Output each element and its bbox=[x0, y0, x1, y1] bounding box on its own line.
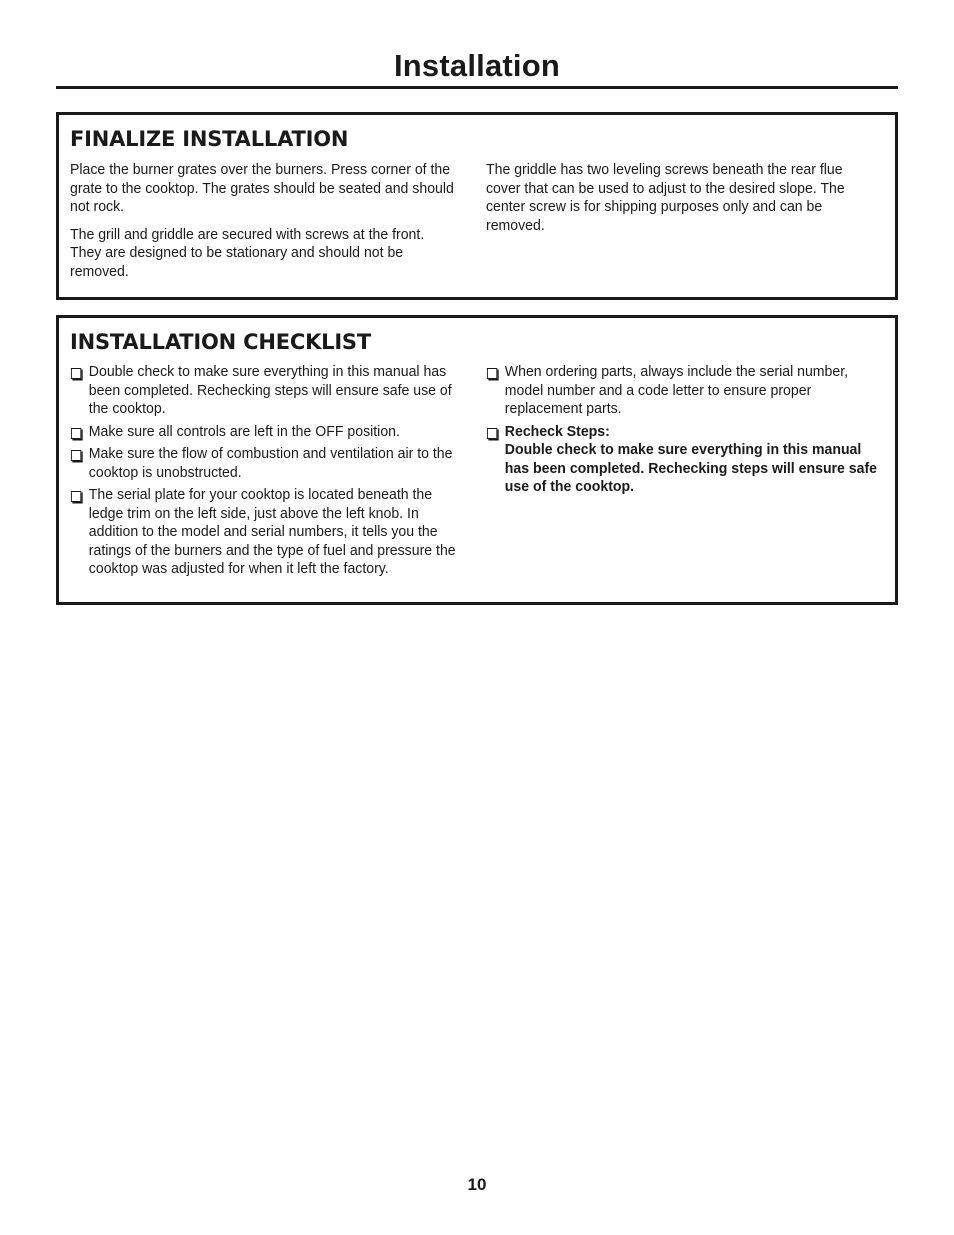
checklist-item bbox=[70, 486, 465, 579]
title-divider bbox=[56, 86, 898, 89]
finalize-right-column bbox=[486, 161, 879, 244]
finalize-installation-section bbox=[56, 112, 898, 300]
checklist-item bbox=[486, 363, 881, 419]
recheck-steps-title: Recheck Steps: bbox=[504, 422, 610, 440]
checklist-item bbox=[70, 423, 465, 442]
finalize-left-column bbox=[70, 161, 457, 290]
checklist-item-recheck bbox=[486, 423, 881, 497]
recheck-steps-text: Double check to make sure everything in this manual has been completed. Rechecking steps will ensure safe use of the cooktop. bbox=[504, 441, 878, 495]
checklist-heading: INSTALLATION CHECKLIST bbox=[70, 330, 371, 354]
checklist-right-column bbox=[486, 363, 881, 501]
checklist-item-text: The serial plate for your cooktop is located beneath the ledge trim on the left side, just above the left knob. In addition to the model and serial numbers, it tells you the ratings of the burners and the type of fuel and pressure the cooktop was adjusted for when it left the factory. bbox=[88, 486, 456, 577]
page-title: Installation bbox=[393, 48, 561, 83]
checkbox-icon bbox=[71, 368, 81, 379]
checkbox-icon bbox=[71, 491, 81, 502]
finalize-paragraph-1: Place the burner grates over the burners. Press corner of the grate to the cooktop. The grates should be seated and should not rock. bbox=[70, 161, 454, 215]
checkbox-icon bbox=[487, 368, 497, 379]
checklist-item bbox=[70, 363, 465, 419]
installation-checklist-section bbox=[56, 315, 898, 605]
checklist-item-text: Make sure all controls are left in the OFF position. bbox=[88, 422, 400, 440]
finalize-paragraph-3: The griddle has two leveling screws beneath the rear flue cover that can be used to adjust to the desired slope. The center screw is for shipping purposes only and can be removed. bbox=[486, 161, 845, 234]
checklist-left-column bbox=[70, 363, 465, 583]
checklist-item-text: Make sure the flow of combustion and ventilation air to the cooktop is unobstructed. bbox=[88, 445, 453, 481]
checklist-item-text: Double check to make sure everything in this manual has been completed. Rechecking steps will ensure safe use of the cooktop. bbox=[88, 363, 452, 417]
checkbox-icon bbox=[487, 428, 497, 439]
checkbox-icon bbox=[71, 450, 81, 461]
checklist-item-text: When ordering parts, always include the serial number, model number and a code letter to ensure proper replacement parts. bbox=[504, 363, 849, 417]
checklist-item bbox=[70, 445, 465, 482]
page-number: 10 bbox=[467, 1175, 487, 1194]
finalize-heading: FINALIZE INSTALLATION bbox=[70, 127, 349, 151]
finalize-paragraph-2: The grill and griddle are secured with screws at the front. They are designed to be stationary and should not be removed. bbox=[70, 225, 425, 280]
checkbox-icon bbox=[71, 428, 81, 439]
